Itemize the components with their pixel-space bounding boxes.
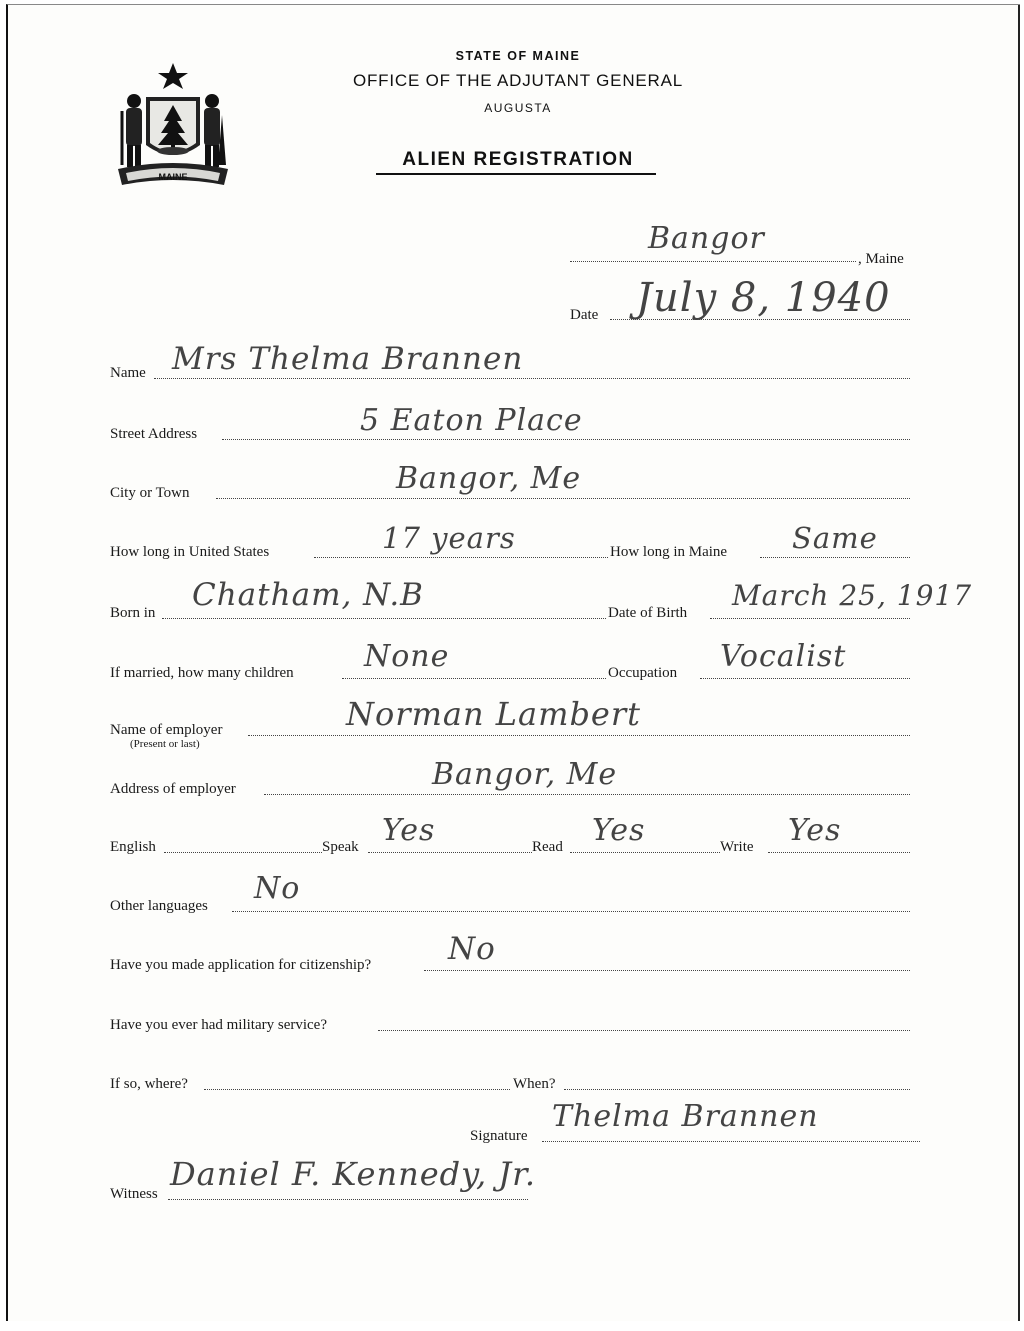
military-label: Have you ever had military service? — [110, 1017, 327, 1033]
write-field[interactable] — [768, 852, 910, 853]
employer-field[interactable] — [248, 735, 910, 736]
other-languages-value: No — [254, 871, 301, 906]
when-field[interactable] — [564, 1089, 910, 1090]
scan-edge — [1018, 5, 1020, 1321]
english-field[interactable] — [164, 852, 322, 853]
employer-sublabel: (Present or last) — [130, 738, 200, 750]
street-address-value: 5 Eaton Place — [360, 403, 583, 438]
born-in-field[interactable] — [162, 618, 606, 619]
how-long-maine-value: Same — [792, 521, 878, 555]
place-value: Bangor — [648, 221, 765, 256]
english-label: English — [110, 839, 156, 855]
occupation-label: Occupation — [608, 665, 678, 681]
children-label: If married, how many children — [110, 665, 294, 681]
employer-value: Norman Lambert — [346, 695, 642, 733]
born-in-label: Born in — [110, 605, 156, 621]
alien-registration-form — [6, 4, 1020, 1321]
date-of-birth-field[interactable] — [710, 618, 910, 619]
how-long-maine-label: How long in Maine — [610, 544, 728, 560]
header-city: AUGUSTA — [484, 101, 552, 115]
header-office: OFFICE OF THE ADJUTANT GENERAL — [352, 71, 684, 90]
street-address-label: Street Address — [110, 426, 198, 442]
read-value: Yes — [592, 813, 646, 848]
read-field[interactable] — [570, 852, 720, 853]
signature-field[interactable] — [542, 1141, 920, 1142]
witness-label: Witness — [110, 1186, 158, 1202]
witness-value: Daniel F. Kennedy, Jr. — [170, 1155, 537, 1193]
form-title: ALIEN REGISTRATION — [402, 149, 634, 170]
date-of-birth-label: Date of Birth — [608, 605, 688, 621]
name-field[interactable] — [154, 378, 910, 379]
other-languages-field[interactable] — [232, 911, 910, 912]
city-or-town-label: City or Town — [110, 485, 190, 501]
date-of-birth-value: March 25, 1917 — [732, 579, 973, 612]
write-value: Yes — [788, 813, 842, 848]
date-value: July 8, 1940 — [636, 275, 891, 321]
how-long-us-field[interactable] — [314, 557, 608, 558]
citizenship-value: No — [448, 931, 496, 967]
read-label: Read — [532, 839, 563, 855]
header-state: STATE OF MAINE — [455, 49, 581, 63]
born-in-value: Chatham, N.B — [192, 577, 424, 613]
city-or-town-value: Bangor, Me — [396, 461, 582, 496]
speak-field[interactable] — [368, 852, 532, 853]
place-label: , Maine — [858, 251, 904, 267]
speak-label: Speak — [322, 839, 359, 855]
military-field[interactable] — [378, 1030, 910, 1031]
employer-address-value: Bangor, Me — [432, 757, 618, 792]
title-underline — [376, 173, 656, 175]
date-label: Date — [570, 307, 599, 323]
employer-label: Name of employer — [110, 722, 223, 738]
citizenship-label: Have you made application for citizenship? — [110, 957, 372, 973]
svg-text:MAINE: MAINE — [158, 172, 188, 182]
signature-label: Signature — [470, 1128, 528, 1144]
other-languages-label: Other languages — [110, 898, 208, 914]
state-seal-icon — [112, 61, 234, 189]
occupation-field[interactable] — [700, 678, 910, 679]
how-long-us-label: How long in United States — [110, 544, 270, 560]
city-or-town-field[interactable] — [216, 498, 910, 499]
employer-address-field[interactable] — [264, 794, 910, 795]
if-so-where-label: If so, where? — [110, 1076, 188, 1092]
place-field[interactable] — [570, 261, 856, 262]
name-label: Name — [110, 365, 146, 381]
how-long-us-value: 17 years — [382, 521, 516, 555]
occupation-value: Vocalist — [720, 639, 847, 674]
how-long-maine-field[interactable] — [760, 557, 910, 558]
employer-address-label: Address of employer — [110, 781, 236, 797]
street-address-field[interactable] — [222, 439, 910, 440]
if-so-where-field[interactable] — [204, 1089, 510, 1090]
witness-field[interactable] — [168, 1199, 528, 1200]
signature-value: Thelma Brannen — [552, 1099, 819, 1134]
when-label: When? — [513, 1076, 556, 1092]
write-label: Write — [720, 839, 754, 855]
speak-value: Yes — [382, 813, 436, 848]
name-value: Mrs Thelma Brannen — [172, 341, 524, 377]
citizenship-field[interactable] — [424, 970, 910, 971]
children-value: None — [364, 639, 450, 674]
children-field[interactable] — [342, 678, 606, 679]
